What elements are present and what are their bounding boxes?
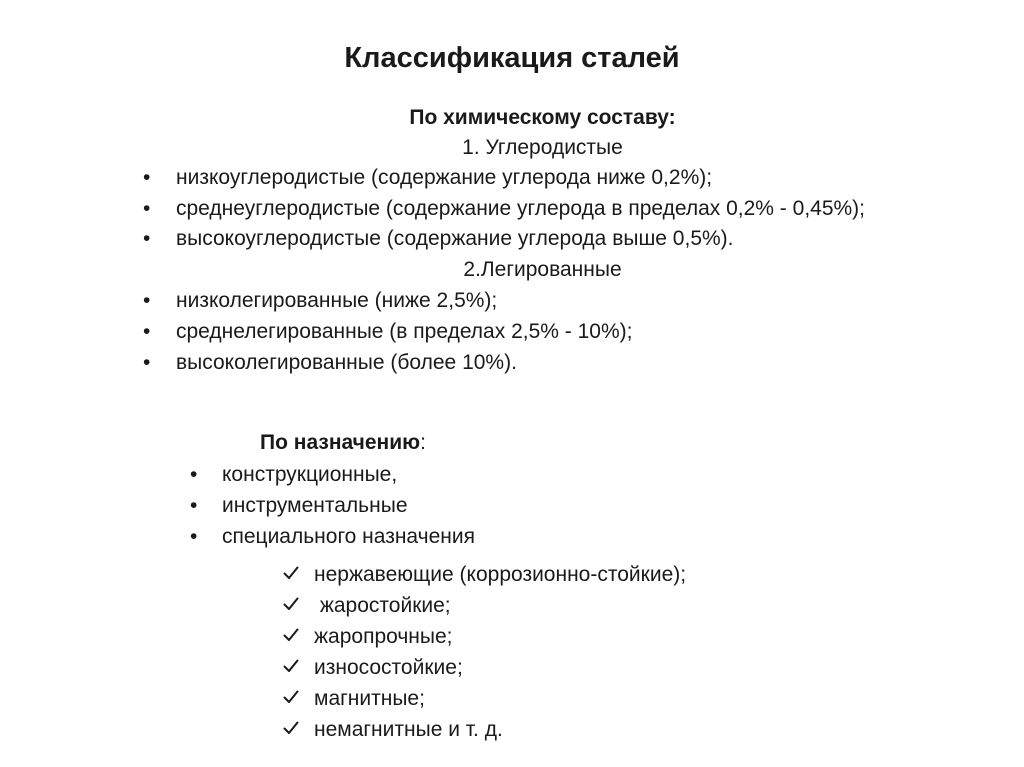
chemical-heading: По химическому составу:: [409, 106, 676, 129]
special-list-item: жаропрочные;: [314, 625, 453, 648]
special-list-item: магнитные;: [314, 687, 425, 710]
special-list-item: износостойкие;: [314, 656, 463, 679]
list-item: высоколегированные (более 10%).: [176, 351, 517, 374]
list-item: специального назначения: [222, 525, 475, 548]
bullet-icon: •: [190, 525, 198, 548]
checkmark-icon: [283, 720, 299, 736]
bullet-icon: •: [143, 289, 151, 312]
page-title: Классификация сталей: [344, 42, 680, 74]
checkmark-icon: [283, 596, 299, 612]
bullet-icon: •: [143, 166, 151, 189]
list-item: конструкционные,: [222, 463, 398, 486]
list-item: среднелегированные (в пределах 2,5% - 10%);: [176, 320, 633, 343]
list-item: среднеуглеродистые (содержание углерода в пределах 0,2% - 0,45%);: [176, 197, 866, 220]
bullet-icon: •: [143, 320, 151, 343]
checkmark-icon: [283, 658, 299, 674]
purpose-heading-text: По назначению: [260, 431, 421, 454]
list-item: высокоуглеродистые (содержание углерода выше 0,5%).: [176, 227, 734, 250]
checkmark-icon: [283, 565, 299, 581]
bullet-icon: •: [190, 494, 198, 517]
purpose-heading-colon: :: [420, 431, 426, 454]
carbon-group-heading: 1. Углеродистые: [462, 136, 623, 159]
checkmark-icon: [283, 689, 299, 705]
bullet-icon: •: [190, 463, 198, 486]
list-item: инструментальные: [222, 494, 408, 517]
special-list-item: нержавеющие (коррозионно-стойкие);: [314, 563, 687, 586]
bullet-icon: •: [143, 227, 151, 250]
list-item: низколегированные (ниже 2,5%);: [176, 289, 498, 312]
alloy-group-heading: 2.Легированные: [463, 258, 622, 281]
list-item: низкоуглеродистые (содержание углерода ниже 0,2%);: [176, 166, 713, 189]
purpose-heading: [260, 429, 426, 457]
special-list-item: немагнитные и т. д.: [314, 718, 503, 741]
checkmark-icon: [283, 627, 299, 643]
special-list-item: жаростойкие;: [314, 594, 451, 617]
bullet-icon: •: [143, 197, 151, 220]
bullet-icon: •: [143, 351, 151, 374]
